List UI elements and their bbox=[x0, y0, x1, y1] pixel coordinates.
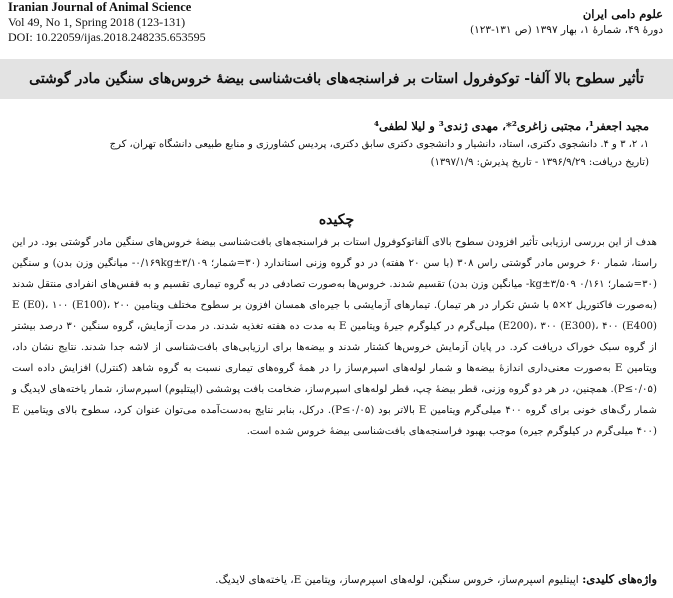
abstract-heading: چکیده bbox=[318, 212, 355, 228]
keywords-list: اپیتلیوم اسپرم‌ساز، خروس سنگین، لوله‌های اسپرم‌ساز، ویتامین E، یاخته‌های لایدیگ. bbox=[215, 574, 579, 586]
journal-volume-en: Vol 49, No 1, Spring 2018 (123-131) bbox=[8, 15, 186, 29]
journal-name-en: Iranian Journal of Animal Science bbox=[8, 0, 192, 14]
keywords-line bbox=[17, 570, 657, 589]
author-affiliation: ۱، ۲، ۳ و ۴. دانشجوی دکتری، استاد، دانشیار و دانشجوی دکتری سابق دکتری، پردیس کشاورزی و منابع طبیعی دانشگاه تهران، کرج bbox=[109, 139, 649, 150]
keywords-label: واژه‌های کلیدی: bbox=[582, 572, 657, 586]
journal-name-fa: علوم دامی ایران bbox=[582, 7, 663, 21]
title-banner bbox=[0, 59, 673, 99]
journal-doi: DOI: 10.22059/ijas.2018.248235.653595 bbox=[8, 30, 206, 44]
journal-volume-fa: دورۀ ۴۹، شمارۀ ۱، بهار ۱۳۹۷ (ص ۱۳۱-۱۲۳) bbox=[470, 24, 663, 36]
journal-header-persian bbox=[363, 6, 663, 38]
paper-title: تأثیر سطوح بالا آلفا- توکوفرول استات بر فراسنجه‌های بافت‌شناسی بیضۀ خروس‌های سنگین مادر گوشتی bbox=[29, 71, 644, 87]
author-block bbox=[29, 116, 649, 172]
journal-header-english bbox=[8, 0, 308, 45]
submission-dates: (تاریخ دریافت: ۱۳۹۶/۹/۲۹ - تاریخ پذیرش: ۱۳۹۷/۱/۹) bbox=[430, 157, 649, 168]
abstract-text: هدف از این بررسی ارزیابی تأثیر افزودن سطوح بالای آلفاتوکوفرول استات بر فراسنجه‌های بافت‌شناسی بیضۀ خروس‌های سنگین مادر گوشتی بود. در این راستا، شمار ۶۰ خروس مادر گوشتی راس ۳۰۸ (با سن ۲۰ هفته) در دو گروه وزنی استاندارد (۳۰=شمار؛ ۰/۱۶۹kg±۳/۱۰۹- میانگین وزن بدن) و سنگین (۳۰=شمار؛ ۰/۱۶۱ kg±۳/۵۰۹- میانگین وزن بدن) تقسیم شدند. خروس‌ها به‌صورت تصادفی در به گروه تیماری تقسیم و به قفس‌های انفرادی منتقل شدند (به‌صورت فاکتوریل ۲×۵ با شش تکرار در هر تیمار). تیمارهای آزمایشی با جیره‌ای همسان افزون بر سطوح مختلف ویتامین E (E0)، ۱۰۰ (E100)، ۲۰۰ (E200)، ۳۰۰ (E300)، ۴۰۰ (E400) میلی‌گرم در کیلوگرم جیرۀ ویتامین E به مدت ده هفته تغذیه شدند. در مدت آزمایش، گروه سنگین ۳۰ درصد بیشتر از گروه سبک خوراک دریافت کرد. در پایان آزمایش خروس‌ها کشتار شدند و بیضه‌ها برای ارزیابی‌های بافت‌شناسی از لاشه جدا شدند. نتایج نشان داد، ویتامین E به‌صورت معنی‌داری اندازۀ بیضه‌ها و شمار لوله‌های اسپرم‌ساز را در همۀ گروه‌های تیماری نسبت به گروه شاهد (کنترل) افزایش داده است (P≤۰/۰۵). همچنین، در هر دو گروه وزنی، قطر بیضۀ چپ، قطر لوله‌های اسپرم‌ساز، ضخامت بافت پوششی (اپیتلیوم) اسپرم‌ساز، شمار یاخته‌های لایدیگ و شمار رگ‌های خونی برای گروه ۴۰۰ میلی‌گرم ویتامین E بالاتر بود (P≤۰/۰۵). درکل، بنابر نتایج به‌دست‌آمده می‌توان عنوان کرد، سطوح بالای ویتامین E (۴۰۰ میلی‌گرم در کیلوگرم جیره) موجب بهبود فراسنجه‌های بافت‌شناسی بیضۀ خروس شده است. bbox=[11, 237, 658, 437]
author-names: مجید اجعفر¹، مجتبی زاغری²*، مهدی ژندی³ و لیلا لطفی⁴ bbox=[373, 119, 649, 133]
